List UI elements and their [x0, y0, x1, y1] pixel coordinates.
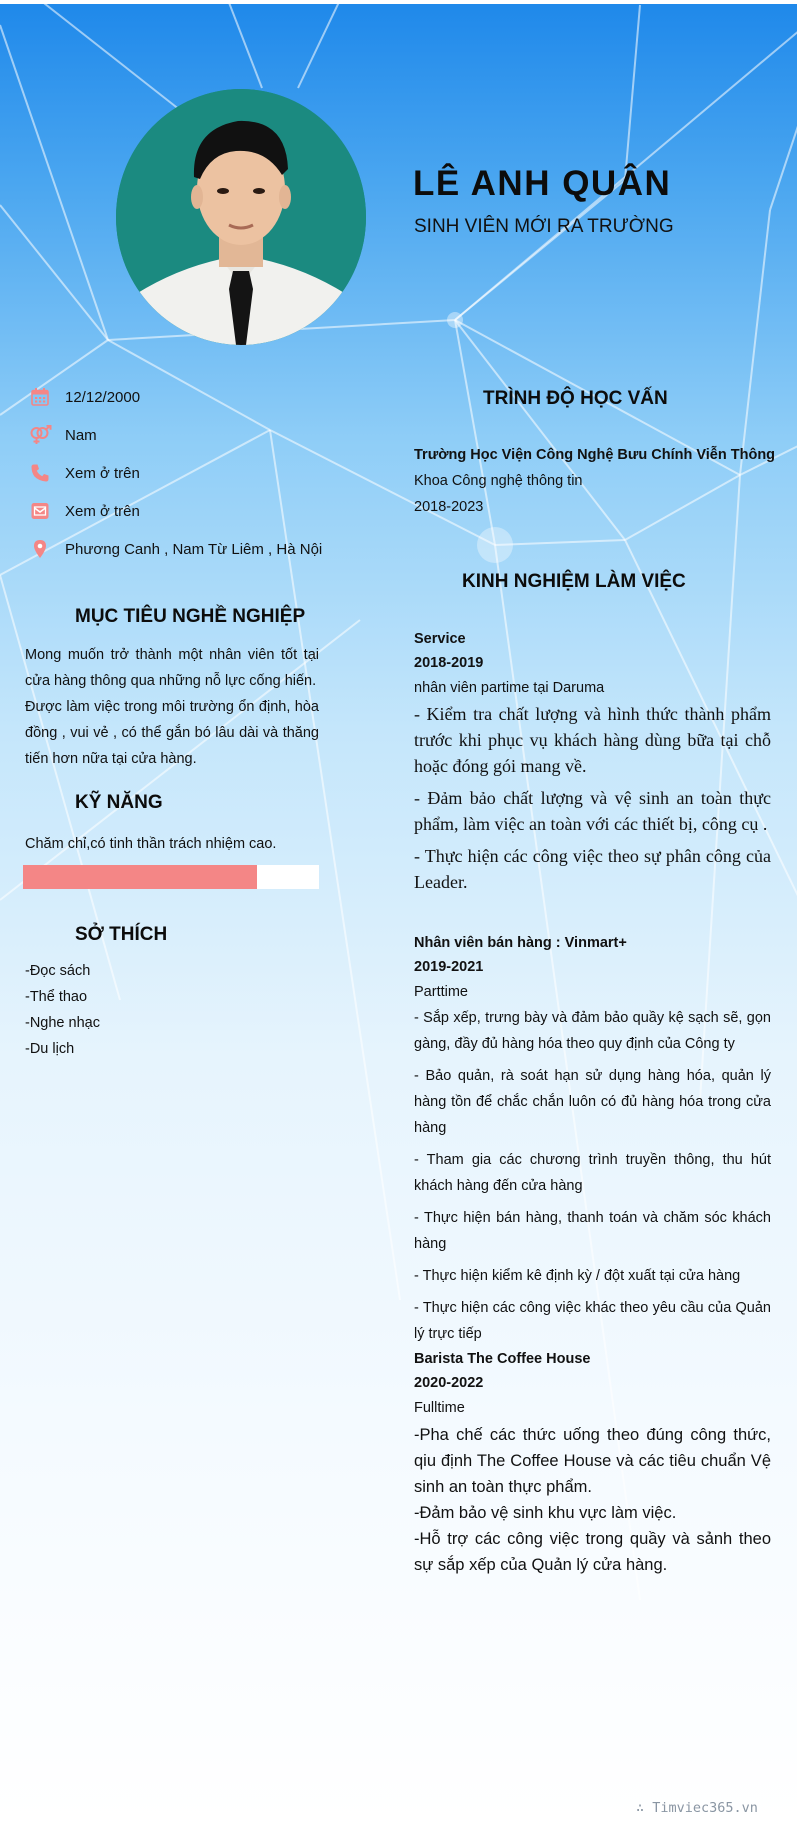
timviec365-watermark: ∴ Timviec365.vn — [636, 1800, 758, 1816]
job-duty: -Đảm bảo vệ sinh khu vực làm việc. — [414, 1504, 677, 1522]
hobby-item: -Du lịch — [25, 1041, 75, 1057]
skills-title: KỸ NĂNG — [75, 792, 163, 813]
contact-gender — [28, 422, 97, 448]
job-years: 2020-2022 — [414, 1375, 484, 1391]
phone-icon — [28, 461, 52, 485]
email-icon — [28, 499, 52, 523]
job-duty: - Thực hiện các công việc khác theo yêu cầu của Quản lý trực tiếp — [414, 1300, 771, 1342]
job-duty: - Thực hiện các công việc theo sự phân công của Leader. — [414, 846, 771, 892]
hobby-item: -Thể thao — [25, 989, 88, 1005]
location-pin-icon — [28, 537, 52, 561]
phone-text: Xem ở trên — [65, 464, 140, 482]
objective-text — [25, 642, 319, 772]
objective-line: Mong muốn trở thành một nhân viên tốt tại cửa hàng thông qua những nỗ lực cống hiến. — [25, 647, 319, 689]
calendar-icon — [28, 385, 52, 409]
job-duties — [414, 701, 771, 901]
gender-text: Nam — [65, 426, 97, 444]
objective-line: Được làm việc trong môi trường ổn định, hòa đồng , vui vẻ , có thể gắn bó lâu dài và thăng tiến hơn nữa tại cửa hàng. — [25, 699, 319, 767]
job-years: 2019-2021 — [414, 959, 484, 975]
education-title: TRÌNH ĐỘ HỌC VẤN — [483, 388, 668, 409]
education-years: 2018-2023 — [414, 499, 484, 515]
job-duty: - Sắp xếp, trưng bày và đảm bảo quầy kệ sạch sẽ, gọn gàng, đầy đủ hàng hóa theo quy định của Công ty — [414, 1010, 771, 1052]
education-faculty: Khoa Công nghệ thông tin — [414, 473, 583, 489]
job-duty: - Tham gia các chương trình truyền thông, thu hút khách hàng đến cửa hàng — [414, 1152, 771, 1194]
job-duty: - Thực hiện kiểm kê định kỳ / đột xuất tại cửa hàng — [414, 1268, 741, 1284]
job-duty: - Kiểm tra chất lượng và hình thức thành phẩm trước khi phục vụ khách hàng dùng bữa tại chỗ hoặc đóng gói mang về. — [414, 704, 771, 776]
gender-icon — [28, 423, 52, 447]
job-position: Fulltime — [414, 1400, 465, 1416]
candidate-name: LÊ ANH QUÂN — [413, 164, 672, 203]
job-company: Nhân viên bán hàng : Vinmart+ — [414, 935, 627, 951]
job-duties — [414, 1422, 771, 1578]
contact-phone — [28, 460, 140, 486]
job-duty: - Đảm bảo chất lượng và vệ sinh an toàn thực phẩm, làm việc an toàn với các thiết bị, công cụ . — [414, 788, 771, 834]
contact-birthdate — [28, 384, 141, 410]
hobby-item: -Đọc sách — [25, 963, 91, 979]
job-duty: -Hỗ trợ các công việc trong quầy và sảnh theo sự sắp xếp của Quản lý cửa hàng. — [414, 1530, 771, 1574]
address-text: Phương Canh , Nam Từ Liêm , Hà Nội — [65, 540, 323, 558]
job-duty: -Pha chế các thức uống theo đúng công thức, qiu định The Coffee House và các tiêu chuẩn Vệ sinh an toàn thực phẩm. — [414, 1426, 771, 1496]
avatar — [116, 89, 366, 345]
job-years: 2018-2019 — [414, 655, 484, 671]
job-duties — [414, 1005, 771, 1353]
job-duty: - Thực hiện bán hàng, thanh toán và chăm sóc khách hàng — [414, 1210, 771, 1252]
education-school: Trường Học Viện Công Nghệ Bưu Chính Viễn Thông — [414, 447, 776, 463]
email-text: Xem ở trên — [65, 502, 140, 520]
top-edge — [0, 0, 800, 4]
experience-title: KINH NGHIỆM LÀM VIỆC — [462, 571, 686, 592]
job-position: Parttime — [414, 984, 468, 1000]
skill-bar — [23, 865, 319, 889]
objective-title: MỤC TIÊU NGHỀ NGHIỆP — [75, 606, 306, 627]
skill-text: Chăm chỉ,có tinh thần trách nhiệm cao. — [25, 836, 277, 852]
job-duty: - Bảo quản, rà soát hạn sử dụng hàng hóa, quản lý hàng tồn để chắc chắn luôn có đủ hàng hóa trong cửa hàng — [414, 1068, 771, 1136]
contact-address — [28, 536, 323, 562]
job-company: Service — [414, 631, 466, 647]
hobby-item: -Nghe nhạc — [25, 1015, 100, 1031]
birthdate-text: 12/12/2000 — [65, 388, 141, 406]
candidate-role: SINH VIÊN MỚI RA TRƯỜNG — [414, 216, 674, 237]
job-position: nhân viên partime tại Daruma — [414, 680, 605, 696]
skill-bar-fill — [23, 865, 257, 889]
contact-email — [28, 498, 140, 524]
avatar-portrait-icon — [116, 89, 366, 345]
hobbies-title: SỞ THÍCH — [75, 924, 168, 945]
job-company: Barista The Coffee House — [414, 1351, 591, 1367]
